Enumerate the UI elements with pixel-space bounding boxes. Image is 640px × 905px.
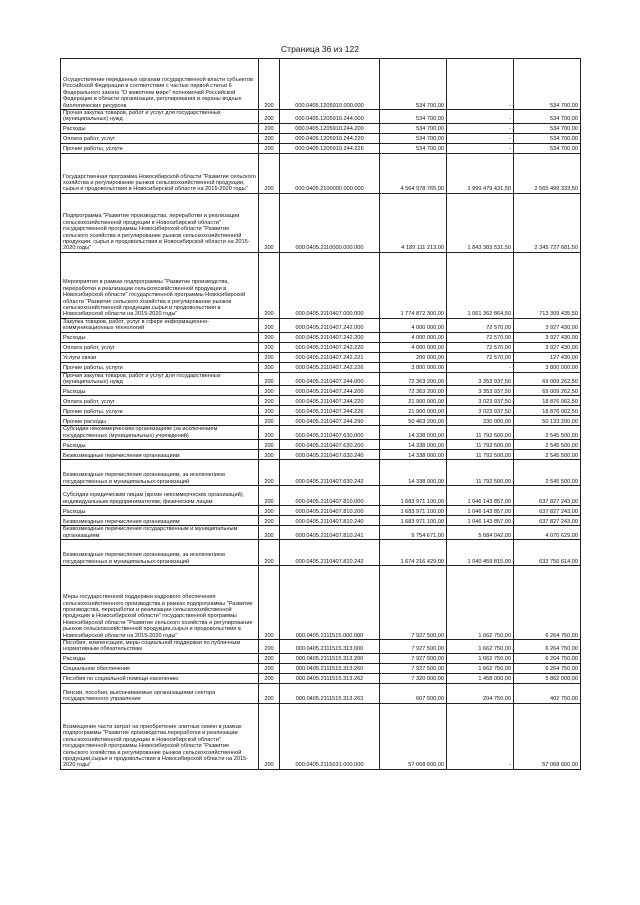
approved-amount-cell: 9 754 671,00 <box>380 526 447 540</box>
unexecuted-amount-cell: 3 927 430,00 <box>514 332 581 342</box>
executed-amount-cell: 1 999 479 431,50 <box>447 153 514 193</box>
table-row <box>61 153 581 193</box>
budget-classification-code-cell: 000.0405.2111515.000.000 <box>280 566 380 640</box>
line-code-cell: 200 <box>259 460 280 486</box>
line-code-cell: 200 <box>259 318 280 332</box>
unexecuted-amount-cell: 4 070 629,00 <box>514 526 581 540</box>
line-code-cell: 200 <box>259 486 280 506</box>
approved-amount-cell: 21 900 000,00 <box>380 406 447 416</box>
executed-amount-cell: 1 662 750,00 <box>447 640 514 654</box>
line-code-cell: 200 <box>259 252 280 318</box>
expense-name-cell: Оплата работ, услуг <box>61 396 259 406</box>
expense-name-cell: Пенсии, пособия, выплачиваемые организациями сектора государственного управления <box>61 683 259 703</box>
table-row <box>61 352 581 362</box>
approved-amount-cell: 72 363 200,00 <box>380 372 447 386</box>
approved-amount-cell: 4 564 978 765,00 <box>380 153 447 193</box>
table-row <box>61 318 581 332</box>
expense-name-cell: Прочие работы, услуги <box>61 362 259 372</box>
table-row <box>61 386 581 396</box>
budget-classification-code-cell: 000.0405.2111515.313.000 <box>280 640 380 654</box>
unexecuted-amount-cell: 2 545 500,00 <box>514 440 581 450</box>
executed-amount-cell: - <box>447 703 514 769</box>
expense-name-cell: Безвозмездные перечисления организациям, за исключением государственных и муниципальных организаций <box>61 460 259 486</box>
table-row <box>61 416 581 426</box>
executed-amount-cell: 204 750,00 <box>447 683 514 703</box>
line-code-cell: 200 <box>259 683 280 703</box>
approved-amount-cell: 534 700,00 <box>380 59 447 110</box>
line-code-cell: 200 <box>259 193 280 252</box>
approved-amount-cell: 7 927 500,00 <box>380 653 447 663</box>
line-code-cell: 200 <box>259 362 280 372</box>
line-code-cell: 200 <box>259 516 280 526</box>
line-code-cell: 200 <box>259 526 280 540</box>
approved-amount-cell: 14 338 000,00 <box>380 440 447 450</box>
table-row <box>61 406 581 416</box>
budget-classification-code-cell: 000.0405.2111515.313.262 <box>280 673 380 683</box>
unexecuted-amount-cell: 534 700,00 <box>514 143 581 153</box>
unexecuted-amount-cell: 50 133 200,00 <box>514 416 581 426</box>
line-code-cell: 200 <box>259 396 280 406</box>
line-code-cell: 200 <box>259 59 280 110</box>
executed-amount-cell: 3 353 937,50 <box>447 386 514 396</box>
line-code-cell: 200 <box>259 653 280 663</box>
expense-name-cell: Возмещение части затрат на приобретение элитных семян в рамках подпрограммы "Развитие производства,переработки и реализации сельскохозяйственной продукции в Новосибирской области" государственной программы Новосибирской области "Развитие сельского хозяйства и регулирование рынков сельскохозяйственной продукции,сырья и продовольствия в Новосибирской области на 2015-2020 годы" <box>61 703 259 769</box>
executed-amount-cell: 1 458 000,00 <box>447 673 514 683</box>
expense-name-cell: Подпрограмма "Развитие производства, переработки и реализации сельскохозяйственной продукции в Новосибирской области" государственной программы Новосибирской области "Развитие сельского хозяйства и регулирование рынков сельскохозяйственной продукции, сырья и продовольствия в Новосибирской области на 2015-2020 годы" <box>61 193 259 252</box>
executed-amount-cell: 1 040 459 815,00 <box>447 540 514 566</box>
budget-classification-code-cell: 000.0405.2110407.810.200 <box>280 506 380 516</box>
expense-name-cell: Пособия, компенсации, меры социальной поддержки по публичным нормативным обязательствам <box>61 640 259 654</box>
budget-table <box>60 58 581 770</box>
executed-amount-cell: - <box>447 123 514 133</box>
line-code-cell: 200 <box>259 123 280 133</box>
unexecuted-amount-cell: 127 430,00 <box>514 352 581 362</box>
unexecuted-amount-cell: 6 264 750,00 <box>514 653 581 663</box>
approved-amount-cell: 200 000,00 <box>380 352 447 362</box>
executed-amount-cell: - <box>447 59 514 110</box>
expense-name-cell: Безвозмездные перечисления организациям <box>61 516 259 526</box>
unexecuted-amount-cell: 2 545 500,00 <box>514 450 581 460</box>
expense-name-cell: Прочие работы, услуги <box>61 143 259 153</box>
expense-name-cell: Расходы <box>61 506 259 516</box>
approved-amount-cell: 1 683 971 100,00 <box>380 486 447 506</box>
line-code-cell: 200 <box>259 450 280 460</box>
table-row <box>61 703 581 769</box>
approved-amount-cell: 1 774 872 300,00 <box>380 252 447 318</box>
table-row <box>61 460 581 486</box>
expense-name-cell: Субсидии юридическим лицам (кроме некоммерческих организаций), индивидуальным предпринимателям, физическим лицам <box>61 486 259 506</box>
approved-amount-cell: 7 927 500,00 <box>380 566 447 640</box>
line-code-cell: 200 <box>259 153 280 193</box>
budget-classification-code-cell: 000.0405.2111515.313.260 <box>280 663 380 673</box>
expense-name-cell: Безвозмездные перечисления организациям, за исключением государственных и муниципальных организаций <box>61 540 259 566</box>
unexecuted-amount-cell: 57 068 600,00 <box>514 703 581 769</box>
approved-amount-cell: 14 338 000,00 <box>380 426 447 440</box>
budget-classification-code-cell: 000.0405.1205910.244.226 <box>280 143 380 153</box>
executed-amount-cell: 72 570,00 <box>447 318 514 332</box>
table-row <box>61 362 581 372</box>
expense-name-cell: Прочие работы, услуги <box>61 406 259 416</box>
unexecuted-amount-cell: 2 345 727 681,50 <box>514 193 581 252</box>
budget-classification-code-cell: 000.0405.1205910.244.200 <box>280 123 380 133</box>
unexecuted-amount-cell: 534 700,00 <box>514 110 581 124</box>
unexecuted-amount-cell: 6 264 750,00 <box>514 663 581 673</box>
executed-amount-cell: 3 353 937,50 <box>447 372 514 386</box>
approved-amount-cell: 57 068 600,00 <box>380 703 447 769</box>
line-code-cell: 200 <box>259 540 280 566</box>
executed-amount-cell: 1 662 750,00 <box>447 566 514 640</box>
expense-name-cell: Оплата работ, услуг <box>61 342 259 352</box>
approved-amount-cell: 21 900 000,00 <box>380 396 447 406</box>
approved-amount-cell: 534 700,00 <box>380 143 447 153</box>
line-code-cell: 200 <box>259 673 280 683</box>
table-row <box>61 673 581 683</box>
table-row <box>61 506 581 516</box>
approved-amount-cell: 7 927 500,00 <box>380 640 447 654</box>
approved-amount-cell: 534 700,00 <box>380 110 447 124</box>
approved-amount-cell: 7 320 000,00 <box>380 673 447 683</box>
budget-table-body <box>61 59 581 770</box>
table-row <box>61 396 581 406</box>
budget-classification-code-cell: 000.0405.2110407.244.290 <box>280 416 380 426</box>
budget-classification-code-cell: 000.0405.2110407.630.242 <box>280 460 380 486</box>
table-row <box>61 640 581 654</box>
executed-amount-cell: 330 000,00 <box>447 416 514 426</box>
unexecuted-amount-cell: 18 876 062,50 <box>514 406 581 416</box>
line-code-cell: 200 <box>259 426 280 440</box>
expense-name-cell: Расходы <box>61 653 259 663</box>
executed-amount-cell: 5 684 042,00 <box>447 526 514 540</box>
line-code-cell: 200 <box>259 133 280 143</box>
approved-amount-cell: 7 927 500,00 <box>380 663 447 673</box>
budget-classification-code-cell: 000.0405.2110407.244.200 <box>280 386 380 396</box>
unexecuted-amount-cell: 6 264 750,00 <box>514 640 581 654</box>
page-header <box>0 44 640 54</box>
expense-name-cell: Мероприятия в рамках подпрограммы "Развитие производства, переработки и реализации сельскохозяйственной продукции в Новосибирской области" государственной программы Новосибирской области "Развитие сельского хозяйства и регулирование рынков сельскохозяйственной продукции,сырья и продовольствия в Новосибирской области на 2015-2020 годы" <box>61 252 259 318</box>
expense-name-cell: Услуги связи <box>61 352 259 362</box>
expense-name-cell: Прочая закупка товаров, работ и услуг для государственных (муниципальных) нужд <box>61 110 259 124</box>
approved-amount-cell: 1 683 971 100,00 <box>380 506 447 516</box>
unexecuted-amount-cell: 3 927 430,00 <box>514 342 581 352</box>
expense-name-cell: Безвозмездные перечисления организациям <box>61 450 259 460</box>
unexecuted-amount-cell: 637 827 243,00 <box>514 516 581 526</box>
executed-amount-cell: 11 792 500,00 <box>447 450 514 460</box>
line-code-cell: 200 <box>259 352 280 362</box>
executed-amount-cell: 72 570,00 <box>447 332 514 342</box>
budget-classification-code-cell: 000.0405.2111515.313.263 <box>280 683 380 703</box>
expense-name-cell: Расходы <box>61 332 259 342</box>
executed-amount-cell: 1 061 362 864,50 <box>447 252 514 318</box>
expense-name-cell: Прочая закупка товаров, работ и услуг для государственных (муниципальных) нужд <box>61 372 259 386</box>
table-row <box>61 332 581 342</box>
budget-classification-code-cell: 000.0405.2110407.630.200 <box>280 440 380 450</box>
expense-name-cell: Оплата работ, услуг <box>61 133 259 143</box>
table-row <box>61 566 581 640</box>
budget-classification-code-cell: 000.0405.1205910.244.220 <box>280 133 380 143</box>
table-row <box>61 133 581 143</box>
expense-name-cell: Меры государственной поддержки кадрового обеспечения сельскохозяйственного производства в рамках подпрограммы "Развитие производства, переработки и реализации сельскохозяйственной продукции в Новосибирской области" государственной программы Новосибирской области "Развитие сельского хозяйства и регулирование рынков сельскохозяйственной продукции,сырья и продовольствия в Новосибирской области на 2015-2020 годы" <box>61 566 259 640</box>
expense-name-cell: Расходы <box>61 440 259 450</box>
expense-name-cell: Социальное обеспечение <box>61 663 259 673</box>
line-code-cell: 200 <box>259 386 280 396</box>
expense-name-cell: Субсидии некоммерческим организациям (за исключением государственных (муниципальных) учреждений) <box>61 426 259 440</box>
unexecuted-amount-cell: 534 700,00 <box>514 133 581 143</box>
budget-classification-code-cell: 000.0405.2110407.242.221 <box>280 352 380 362</box>
executed-amount-cell: 1 662 750,00 <box>447 663 514 673</box>
table-row <box>61 486 581 506</box>
budget-classification-code-cell: 000.0405.2110000.000.000 <box>280 193 380 252</box>
line-code-cell: 200 <box>259 342 280 352</box>
unexecuted-amount-cell: 637 827 243,00 <box>514 506 581 516</box>
budget-classification-code-cell: 000.0405.2110407.242.200 <box>280 332 380 342</box>
approved-amount-cell: 14 338 000,00 <box>380 450 447 460</box>
table-row <box>61 342 581 352</box>
unexecuted-amount-cell: 633 756 614,00 <box>514 540 581 566</box>
approved-amount-cell: 4 000 000,00 <box>380 318 447 332</box>
line-code-cell: 200 <box>259 110 280 124</box>
executed-amount-cell: 11 792 500,00 <box>447 440 514 450</box>
budget-classification-code-cell: 000.0405.2110407.242.226 <box>280 362 380 372</box>
line-code-cell: 200 <box>259 663 280 673</box>
table-row <box>61 252 581 318</box>
budget-classification-code-cell: 000.0405.2100000.000.000 <box>280 153 380 193</box>
table-row <box>61 59 581 110</box>
budget-classification-code-cell: 000.0405.1205910.000.000 <box>280 59 380 110</box>
line-code-cell: 200 <box>259 406 280 416</box>
expense-name-cell: Осуществление переданных органам государственной власти субъектов Российской Федерации в соответствии с частью первой статьи 6 Федерального закона "О животном мире" полномочий Российской Федерации в области организации, регулирования и охраны водных биологических ресурсов <box>61 59 259 110</box>
table-row <box>61 663 581 673</box>
unexecuted-amount-cell: 637 827 243,00 <box>514 486 581 506</box>
unexecuted-amount-cell: 2 565 499 333,50 <box>514 153 581 193</box>
executed-amount-cell: 1 046 143 857,00 <box>447 506 514 516</box>
unexecuted-amount-cell: 69 009 262,50 <box>514 386 581 396</box>
table-row <box>61 516 581 526</box>
unexecuted-amount-cell: 18 876 062,50 <box>514 396 581 406</box>
table-row <box>61 540 581 566</box>
unexecuted-amount-cell: 534 700,00 <box>514 59 581 110</box>
executed-amount-cell: 1 843 383 531,50 <box>447 193 514 252</box>
approved-amount-cell: 3 800 000,00 <box>380 362 447 372</box>
executed-amount-cell: - <box>447 143 514 153</box>
line-code-cell: 200 <box>259 440 280 450</box>
unexecuted-amount-cell: 713 309 435,50 <box>514 252 581 318</box>
table-row <box>61 372 581 386</box>
budget-classification-code-cell: 000.0405.2110407.810.000 <box>280 486 380 506</box>
unexecuted-amount-cell: 2 545 500,00 <box>514 460 581 486</box>
unexecuted-amount-cell: 2 545 500,00 <box>514 426 581 440</box>
approved-amount-cell: 4 189 111 213,00 <box>380 193 447 252</box>
budget-classification-code-cell: 000.0405.2110407.000.000 <box>280 252 380 318</box>
executed-amount-cell: 11 792 500,00 <box>447 426 514 440</box>
expense-name-cell: Государственная программа Новосибирской области "Развитие сельского хозяйства и регулирование рынков сельскохозяйственной продукции, сырья и продовольствия в Новосибирской области на 2015-2020 годы" <box>61 153 259 193</box>
unexecuted-amount-cell: 402 750,00 <box>514 683 581 703</box>
expense-name-cell: Пособия по социальной помощи населению <box>61 673 259 683</box>
line-code-cell: 200 <box>259 416 280 426</box>
line-code-cell: 200 <box>259 143 280 153</box>
expense-name-cell: Закупка товаров, работ, услуг в сфере информационно-коммуникационных технологий <box>61 318 259 332</box>
table-row <box>61 526 581 540</box>
line-code-cell: 200 <box>259 506 280 516</box>
expense-name-cell: Прочие расходы <box>61 416 259 426</box>
executed-amount-cell: 72 570,00 <box>447 352 514 362</box>
table-row <box>61 426 581 440</box>
approved-amount-cell: 607 500,00 <box>380 683 447 703</box>
unexecuted-amount-cell: 534 700,00 <box>514 123 581 133</box>
approved-amount-cell: 72 363 200,00 <box>380 386 447 396</box>
table-row <box>61 440 581 450</box>
expense-name-cell: Расходы <box>61 386 259 396</box>
table-row <box>61 110 581 124</box>
table-row <box>61 683 581 703</box>
budget-classification-code-cell: 000.0405.2110407.810.240 <box>280 516 380 526</box>
budget-classification-code-cell: 000.0405.2110407.630.240 <box>280 450 380 460</box>
table-row <box>61 143 581 153</box>
budget-classification-code-cell: 000.0405.1205910.244.000 <box>280 110 380 124</box>
executed-amount-cell: - <box>447 110 514 124</box>
unexecuted-amount-cell: 3 927 430,00 <box>514 318 581 332</box>
line-code-cell: 200 <box>259 332 280 342</box>
page-number-label: Страница 36 из 122 <box>281 44 359 54</box>
approved-amount-cell: 534 700,00 <box>380 123 447 133</box>
executed-amount-cell: 11 792 500,00 <box>447 460 514 486</box>
budget-classification-code-cell: 000.0405.2110407.810.241 <box>280 526 380 540</box>
approved-amount-cell: 4 000 000,00 <box>380 342 447 352</box>
executed-amount-cell: 3 023 937,50 <box>447 406 514 416</box>
budget-classification-code-cell: 000.0405.2110407.630.000 <box>280 426 380 440</box>
executed-amount-cell: 3 023 937,50 <box>447 396 514 406</box>
executed-amount-cell: - <box>447 133 514 143</box>
executed-amount-cell: 1 046 143 857,00 <box>447 486 514 506</box>
line-code-cell: 200 <box>259 703 280 769</box>
executed-amount-cell: - <box>447 362 514 372</box>
approved-amount-cell: 14 338 000,00 <box>380 460 447 486</box>
approved-amount-cell: 4 000 000,00 <box>380 332 447 342</box>
approved-amount-cell: 50 463 200,00 <box>380 416 447 426</box>
executed-amount-cell: 72 570,00 <box>447 342 514 352</box>
budget-classification-code-cell: 000.0405.2110407.242.000 <box>280 318 380 332</box>
budget-classification-code-cell: 000.0405.2110407.244.226 <box>280 406 380 416</box>
expense-name-cell: Расходы <box>61 123 259 133</box>
approved-amount-cell: 1 683 971 100,00 <box>380 516 447 526</box>
line-code-cell: 200 <box>259 566 280 640</box>
executed-amount-cell: 1 046 143 857,00 <box>447 516 514 526</box>
table-row <box>61 193 581 252</box>
unexecuted-amount-cell: 6 264 750,00 <box>514 566 581 640</box>
approved-amount-cell: 534 700,00 <box>380 133 447 143</box>
unexecuted-amount-cell: 3 800 000,00 <box>514 362 581 372</box>
executed-amount-cell: 1 662 750,00 <box>447 653 514 663</box>
line-code-cell: 200 <box>259 640 280 654</box>
budget-classification-code-cell: 000.0405.2111515.313.200 <box>280 653 380 663</box>
unexecuted-amount-cell: 5 862 000,00 <box>514 673 581 683</box>
line-code-cell: 200 <box>259 372 280 386</box>
approved-amount-cell: 1 674 216 429,00 <box>380 540 447 566</box>
budget-classification-code-cell: 000.0405.2115031.000.000 <box>280 703 380 769</box>
table-row <box>61 123 581 133</box>
table-row <box>61 653 581 663</box>
expense-name-cell: Безвозмездные перечисления государственным и муниципальным организациям <box>61 526 259 540</box>
budget-classification-code-cell: 000.0405.2110407.244.220 <box>280 396 380 406</box>
table-row <box>61 450 581 460</box>
budget-classification-code-cell: 000.0405.2110407.244.000 <box>280 372 380 386</box>
budget-classification-code-cell: 000.0405.2110407.810.242 <box>280 540 380 566</box>
unexecuted-amount-cell: 69 009 262,50 <box>514 372 581 386</box>
budget-classification-code-cell: 000.0405.2110407.242.220 <box>280 342 380 352</box>
